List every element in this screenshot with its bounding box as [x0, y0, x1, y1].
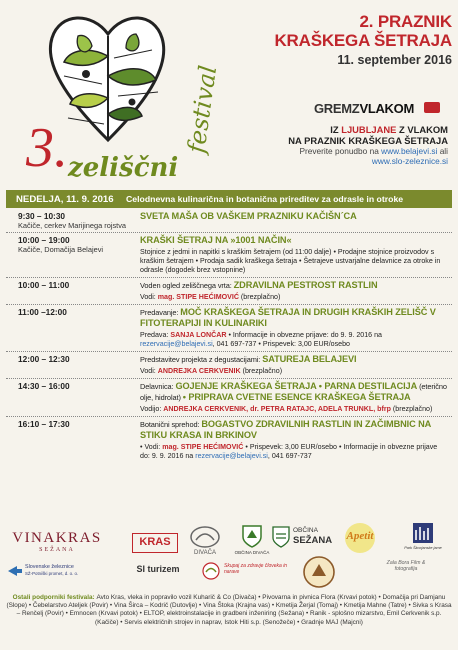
- train-line4: [252, 156, 448, 166]
- schedule-body: [127, 417, 452, 463]
- schedule-body: [127, 352, 452, 378]
- schedule-time-cell: [6, 278, 127, 304]
- crest-badge-icon: [303, 556, 335, 588]
- sz-arrow-icon: [8, 566, 22, 576]
- schedule-row: [6, 209, 452, 233]
- vinakras-text: VINAKRAS: [12, 530, 102, 546]
- event-title-line1: 2. PRAZNIK: [359, 12, 452, 31]
- divaca-logo: [188, 526, 222, 556]
- schedule-heading: GOJENJE KRAŠKEGA ŠETRAJA • PARNA DESTILACIJA: [175, 381, 418, 391]
- other-text: Avto Kras, vleka in popravilo vozil Kuharič & Co (Divača) • Pivovarna in pivnica Flora (Krvavi potok) • Domačija pri Damjanu (Slope) • Čebelarstvo Ateljek (Povir) • Vina Širca – Kodrič (Dutovlje) • Vina Štoka (Krajna vas) • Kmetija Žerjal (Tomaj) • Kmetija Mahne (Tatre) • Sivka s Krasa – Renčelj (Povir) • Emnocen (Krvavi potok) • ELTOP, elektroinstalacije in gradbeni inženiring (Sežana) • Ranik - splošno mizarstvo, Emil Cerkvenik s.p. (Kačiče) • Servis električnih strojev in naprav, Istok Hiti s.p. (Senožeče) • Gradnje MAJ (Majcni): [6, 594, 452, 626]
- schedule-heading: KRAŠKI ŠETRAJ NA »1001 NAČIN«: [140, 235, 292, 245]
- schedule-row: [6, 417, 452, 463]
- schedule-time-cell: [6, 305, 127, 351]
- festival-logo: [8, 6, 223, 186]
- schedule-lead: [140, 443, 448, 461]
- gremz-brand: [314, 101, 414, 116]
- gremz-brand-a: GREMZ: [314, 101, 360, 116]
- schedule-lead: [140, 405, 448, 414]
- event-date: 11. september 2016: [337, 53, 452, 67]
- schedule-heading: BOGASTVO ZDRAVILNIH RASTLIN IN ZAČIMBNIC NA STIKU KRASA IN BRKINOV: [140, 419, 431, 440]
- schedule-body: [127, 379, 452, 416]
- logo-word2: festival: [182, 63, 223, 155]
- train-line3-b: ali: [437, 146, 448, 156]
- schedule-heading-line: [140, 307, 448, 329]
- lead-b: • Prispevek: 3,00 EUR/osebo • Informacije in obvezne prijave do: 9. 9. 2016 na: [140, 443, 438, 460]
- date-bar: [6, 190, 452, 208]
- date-bar-text: Celodnevna kulinarična in botanična prireditev za odrasle in otroke: [126, 194, 404, 204]
- schedule-label: Botanični sprehod:: [140, 420, 202, 429]
- lead-name: ANDREJKA CERKVENIK: [157, 367, 241, 375]
- park-skocjanske-jame-logo: [398, 522, 448, 550]
- schedule-time-cell: [6, 233, 127, 277]
- schedule-label: Predavanje:: [140, 308, 181, 317]
- sz-text: Slovenske železnice: [25, 564, 74, 570]
- vinakras-logo: [12, 530, 102, 553]
- schedule-time: 14:30 – 16:00: [18, 381, 70, 391]
- schedule-heading: MOČ KRAŠKEGA ŠETRAJA IN DRUGIH KRAŠKIH ZELIŠČ V FITOTERAPIJI IN KULINARIKI: [140, 307, 436, 328]
- park-text: Park Škocjanske jame: [404, 546, 442, 550]
- lead-name: ANDREJKA CERKVENIK, dr. PETRA RATAJC, ADELA TRUNKL, bfrp: [163, 405, 391, 413]
- train-line1-a: IZ: [330, 124, 342, 135]
- lead-b: (brezplačno): [238, 293, 281, 301]
- lead-b: • Informacije in obvezne prijave: do 9. 9. 2016 na: [226, 331, 382, 339]
- lead-name: mag. STIPE HEĆIMOVIĆ: [157, 293, 239, 301]
- park-emblem-icon: [412, 522, 434, 544]
- event-header: [252, 12, 452, 67]
- schedule-heading-line: [140, 419, 448, 441]
- schedule-heading-line: [140, 354, 448, 365]
- schedule-row: [6, 278, 452, 305]
- si-turizem-text: SI turizem: [136, 564, 180, 574]
- train-line1-b: Z VLAKOM: [396, 124, 448, 135]
- schedule-body: [127, 209, 452, 232]
- schedule-lead: [140, 293, 448, 302]
- reservation-email-link[interactable]: rezervacije@belajevi.si: [140, 340, 213, 348]
- schedule-heading: ZDRAVILNA PESTROST RASTLIN: [233, 280, 378, 290]
- train-line2: NA PRAZNIK KRAŠKEGA ŠETRAJA: [288, 135, 448, 146]
- train-line3-a: Preverite ponudbo na: [299, 146, 382, 156]
- schedule-heading-small: (eterično olje, hidrolat): [140, 382, 447, 402]
- schedule-text: Stojnice z jedmi in napitki s kraškim šetrajem (od 11:00 dalje) • Prodajne stojnice proizvodov s kraškim šetrajem • Prodaja sadik kraškega šetraja • Šetrajeve ustvarjalne delavnice za otroke in odrasle (dogodek brez vstopnine): [140, 248, 441, 274]
- schedule-time: 9:30 – 10:30: [18, 211, 66, 221]
- schedule-row: [6, 379, 452, 417]
- logo-word1: zeliščni: [68, 153, 179, 183]
- schedule-time: 12:00 – 12:30: [18, 354, 70, 364]
- sz-sub: SŽ-Potniški promet, d. o. o.: [25, 571, 79, 576]
- lead-a: Predava:: [140, 331, 171, 339]
- lead-c: , 041 697-737 • Prispevek: 3,00 EUR/osebo: [212, 340, 351, 348]
- vinakras-sub: SEŽANA: [39, 547, 75, 553]
- obcina-sezana-text-b: SEŽANA: [293, 535, 333, 546]
- obcina-divaca-text: OBČINA DIVAČA: [234, 550, 270, 555]
- date-bar-date: NEDELJA, 11. 9. 2016: [16, 193, 114, 205]
- train-line1-highlight: LJUBLJANE: [341, 124, 397, 135]
- schedule-time-cell: [6, 209, 127, 232]
- si-turizem-logo: [128, 564, 188, 574]
- schedule-time: 10:00 – 19:00: [18, 235, 70, 245]
- train-info: [252, 124, 448, 166]
- schedule-lead: [140, 367, 448, 376]
- schedule-row: [6, 233, 452, 278]
- schedule-label: Predstavitev projekta z degustacijami:: [140, 355, 263, 364]
- belajevi-link[interactable]: www.belajevi.si: [381, 146, 438, 156]
- sponsor-logos: [6, 520, 452, 592]
- gremz-vlakom-logo: [314, 100, 440, 118]
- zala-text: Zala Bora Film & fotografija: [386, 560, 426, 572]
- schedule-row: [6, 305, 452, 352]
- lead-name: mag. STIPE HEĆIMOVIĆ: [162, 443, 244, 451]
- train-badge-icon: [424, 102, 440, 113]
- lead-a: • Vodi:: [140, 443, 163, 451]
- schedule-time: 10:00 – 11:00: [18, 280, 70, 290]
- lead-b: (brezplačno): [240, 367, 283, 375]
- logo-number: 3.: [26, 117, 68, 179]
- schedule-body: [127, 278, 452, 304]
- lead-name: SANJA LONČAR: [170, 331, 227, 339]
- schedule-heading2: • PRIPRAVA CVETNE ESENCE KRAŠKEGA ŠETRAJA: [182, 392, 411, 402]
- schedule-row: [6, 352, 452, 379]
- schedule-table: [6, 209, 452, 463]
- schedule-heading: SVETA MAŠA OB VAŠKEM PRAZNIKU KAČIŠN´CA: [140, 211, 357, 221]
- sezana-crest-icon: [272, 526, 290, 548]
- schedule-label: Delavnica:: [140, 382, 176, 391]
- obcina-sezana-text-a: OBČINA: [293, 527, 318, 534]
- schedule-time-cell: [6, 352, 127, 378]
- crest-badge-logo: [302, 556, 336, 590]
- obcina-divaca-logo: [232, 524, 272, 555]
- schedule-label: Voden ogled zeliščnega vrta:: [140, 281, 234, 290]
- event-title-line2: KRAŠKEGA ŠETRAJA: [274, 31, 452, 50]
- skupaj-emblem-icon: [202, 562, 220, 580]
- schedule-lead: [140, 331, 448, 349]
- schedule-time-cell: [6, 417, 127, 463]
- lead-c: , 041 697-737: [267, 452, 312, 460]
- skupaj-text: Skupaj za zdravje človeka in narave: [224, 563, 288, 575]
- schedule-body: [127, 233, 452, 277]
- zala-bora-logo: [378, 560, 434, 572]
- apetit-logo: [340, 522, 380, 554]
- schedule-heading-line: [140, 381, 448, 403]
- lead-a: Vodi:: [140, 367, 158, 375]
- schedule-body: [127, 305, 452, 351]
- schedule-place: Kačiče, cerkev Marijinega rojstva: [18, 221, 127, 230]
- schedule-heading: SATUREJA BELAJEVI: [262, 354, 357, 364]
- slo-zeleznice-link[interactable]: www.slo-zeleznice.si: [371, 156, 448, 166]
- other-label: Ostali podporniki festivala:: [12, 594, 97, 601]
- schedule-time-cell: [6, 379, 127, 416]
- train-line1: [252, 124, 448, 135]
- lead-a: Vodi:: [140, 293, 158, 301]
- gremz-brand-b: VLAKOM: [359, 101, 414, 116]
- schedule-heading-line: [140, 280, 448, 291]
- lead-a: Vodijo:: [140, 405, 164, 413]
- schedule-time: 11:00 –12:00: [18, 307, 67, 317]
- reservation-email-link[interactable]: rezervacije@belajevi.si: [195, 452, 268, 460]
- schedule-time: 16:10 – 17:30: [18, 419, 70, 429]
- lead-b: (brezplačno): [390, 405, 433, 413]
- apetit-text: Apetit: [346, 530, 374, 542]
- divaca-crest-icon: [240, 524, 264, 548]
- schedule-place: Kačiče, Domačija Belajevi: [18, 245, 104, 254]
- kras-logo: KRAS: [132, 533, 178, 553]
- divaca-emblem-icon: [190, 526, 220, 548]
- divaca-text: DIVAČA: [194, 550, 216, 556]
- other-supporters: [6, 594, 452, 627]
- train-line3: [252, 146, 448, 156]
